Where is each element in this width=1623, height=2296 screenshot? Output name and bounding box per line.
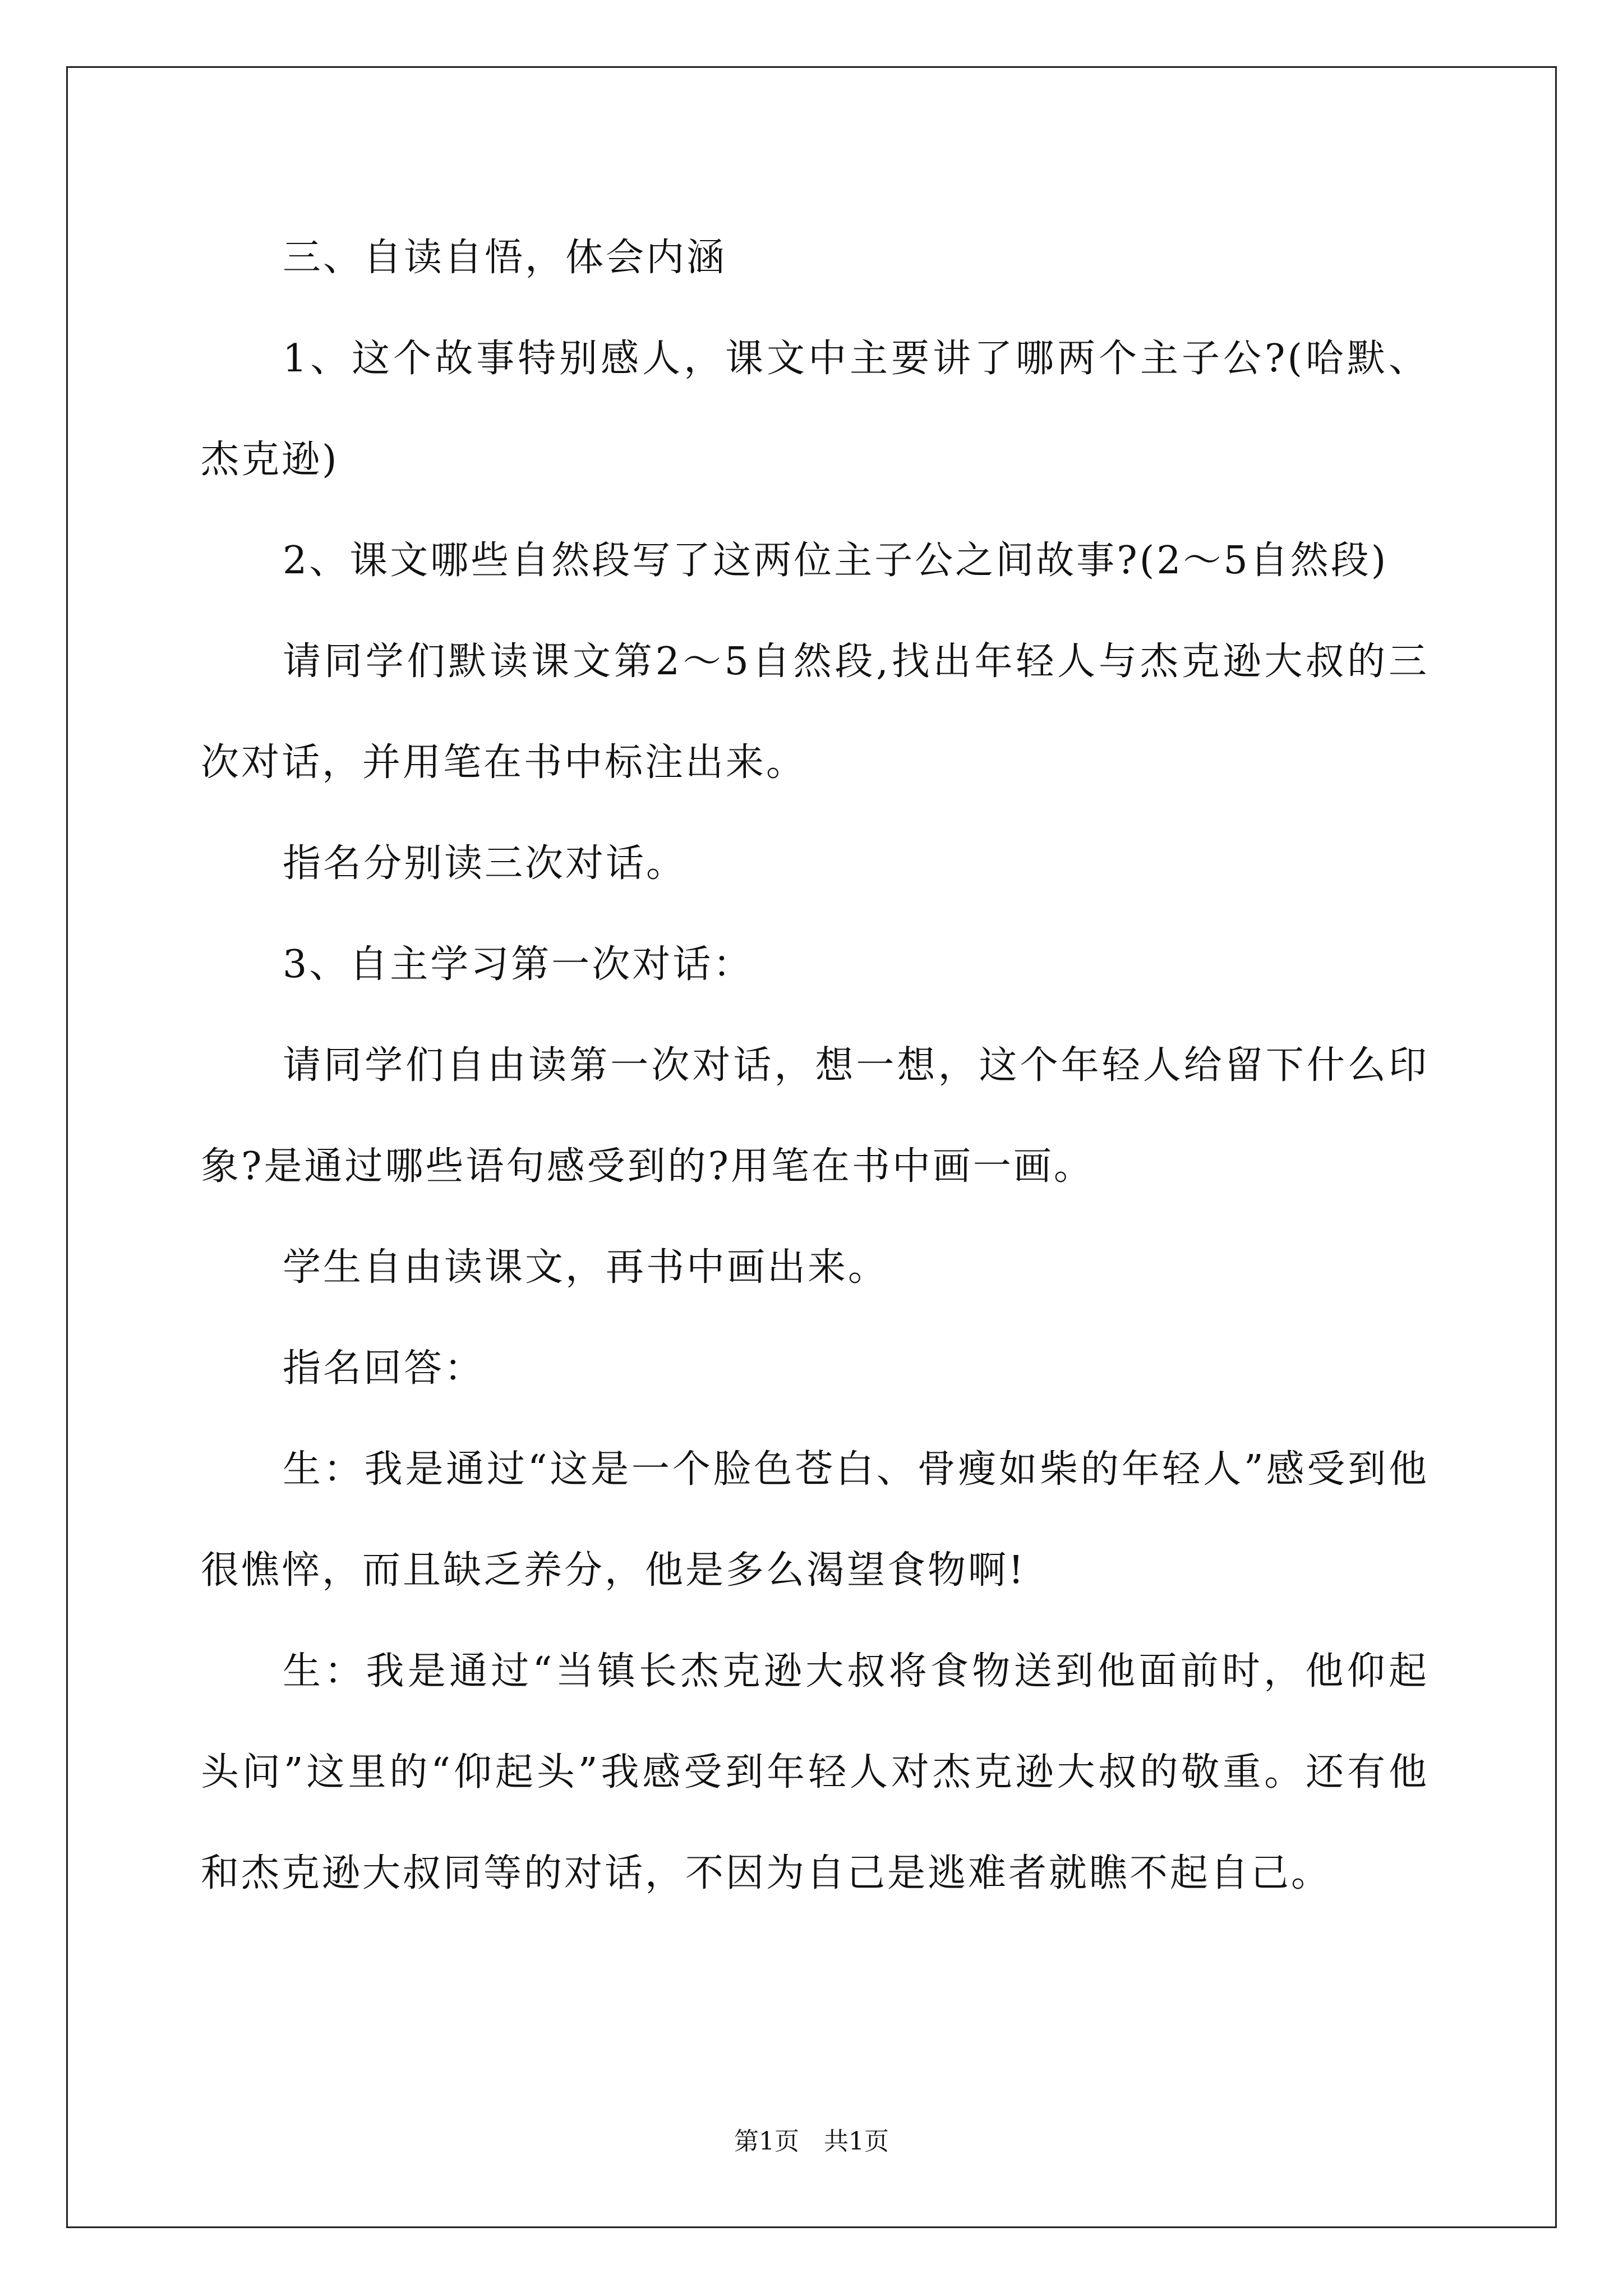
question-one: 1、这个故事特别感人，课文中主要讲了哪两个主子公?(哈默、杰克逊) (201, 337, 1429, 482)
question-two: 2、课文哪些自然段写了这两位主子公之间故事?(2～5自然段) (283, 539, 1389, 583)
page-number-footer: 第1页 共1页 (734, 2127, 889, 2156)
question-three: 3、自主学习第一次对话： (283, 942, 754, 987)
instruction-read-dialogues: 指名分别读三次对话。 (283, 841, 687, 886)
instruction-free-reading: 请同学们自由读第一次对话，想一想，这个年轻人给留下什么印象?是通过哪些语句感受到的?用笔在书中画一画。 (201, 1043, 1429, 1189)
student-answer-one: 生：我是通过“这是一个脸色苍白、骨瘦如柴的年轻人”感受到他很憔悴，而且缺乏养分，他是多么渴望食物啊! (201, 1447, 1429, 1593)
heading-section-three: 三、自读自悟，体会内涵 (283, 236, 727, 280)
instruction-silent-reading: 请同学们默读课文第2～5自然段,找出年轻人与杰克逊大叔的三次对话，并用笔在书中标注出来。 (201, 639, 1429, 785)
document-body (201, 208, 1429, 1924)
student-activity: 学生自由读课文，再书中画出来。 (283, 1245, 889, 1290)
instruction-answer: 指名回答： (283, 1346, 485, 1391)
student-answer-two: 生：我是通过“当镇长杰克逊大叔将食物送到他面前时，他仰起头问”这里的“仰起头”我感受到年轻人对杰克逊大叔的敬重。还有他和杰克逊大叔同等的对话，不因为自己是逃难者就瞧不起自己。 (201, 1649, 1429, 1895)
